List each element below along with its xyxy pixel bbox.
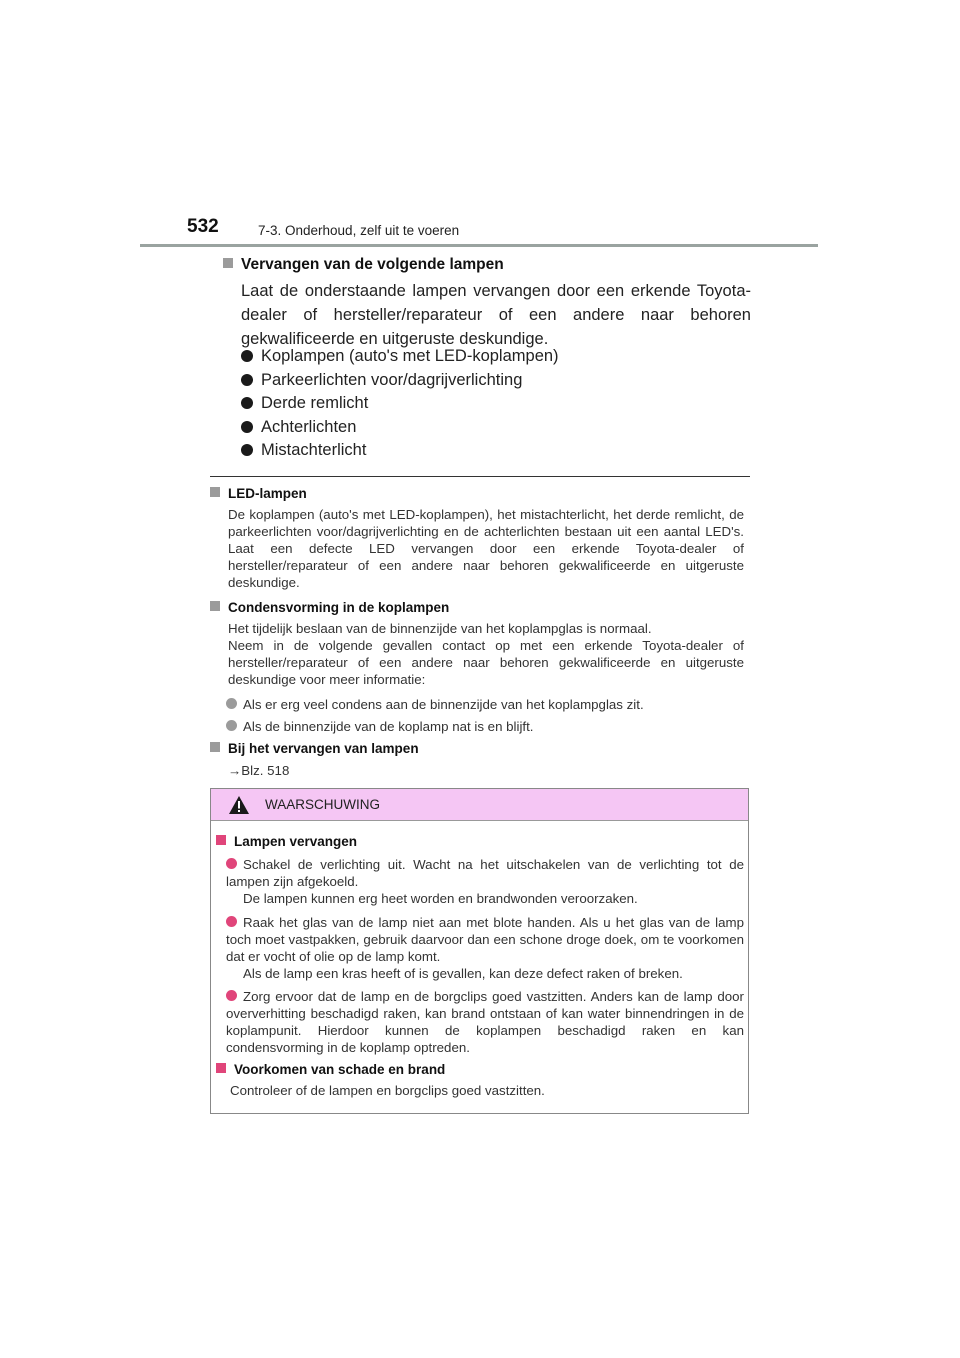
dot-bullet-icon — [241, 397, 253, 409]
dot-bullet-icon — [226, 698, 237, 709]
section-heading — [223, 256, 504, 274]
warning-header — [211, 789, 748, 821]
page-number: 532 — [187, 216, 219, 237]
note-heading-replace: Bij het vervangen van lampen — [210, 741, 419, 756]
note-bullet: Als de binnenzijde van de koplamp nat is en blijft. — [226, 718, 534, 735]
dot-bullet-icon — [226, 916, 237, 927]
dot-bullet-icon — [241, 350, 253, 362]
warning-heading-damage: Voorkomen van schade en brand — [216, 1062, 445, 1077]
dot-bullet-icon — [241, 444, 253, 456]
warning-bullet: Raak het glas van de lamp niet aan met blote handen. Als u het glas van de lamp toch moet vastpakken, gebruik daarvoor dan een schone droge doek, om te voorkomen dat er vocht of olie op de lamp komt. — [226, 915, 744, 964]
dot-bullet-icon — [226, 720, 237, 731]
square-bullet-icon — [216, 1063, 226, 1073]
square-bullet-icon — [210, 742, 220, 752]
list-item: Koplampen (auto's met LED-koplampen) — [241, 345, 559, 369]
chapter-title: 7-3. Onderhoud, zelf uit te voeren — [258, 223, 460, 238]
note-heading-led: LED-lampen — [210, 486, 307, 501]
warning-bullet-extra: De lampen kunnen erg heet worden en brandwonden veroorzaken. — [243, 891, 638, 906]
warning-bullet-extra: Als de lamp een kras heeft of is gevallen, kan deze defect raken of breken. — [243, 966, 683, 981]
warning-body-damage: Controleer of de lampen en borgclips goed vastzitten. — [230, 1083, 545, 1098]
warning-box — [210, 788, 749, 1114]
list-item: Achterlichten — [241, 416, 559, 440]
dot-bullet-icon — [226, 858, 237, 869]
dot-bullet-icon — [241, 374, 253, 386]
lamp-list — [241, 345, 559, 463]
warning-bullet: Schakel de verlichting uit. Wacht na het uitschakelen van de verlichting tot de lampen zijn afgekoeld. — [226, 857, 744, 889]
square-bullet-icon — [210, 601, 220, 611]
warning-bullet: Zorg ervoor dat de lamp en de borgclips goed vastzitten. Anders kan de lamp door oververhitting beschadigd raken, kan brand ontstaan of kan water binnendringen in de koplampunit. Hierdoor kunnen de koplampen beschadigd raken en kan condensvorming in de koplamp optreden. — [226, 989, 744, 1055]
list-item: Parkeerlichten voor/dagrijverlichting — [241, 369, 559, 393]
note-body-led: De koplampen (auto's met LED-koplampen), het mistachterlicht, het derde remlicht, de parkeerlichten voor/dagrijverlichting en de achterlichten bestaan uit een aantal LED's. Laat een defecte LED vervangen door een erkende Toyota-dealer of hersteller/reparateur of een andere naar behoren gekwalificeerde en uitgeruste deskundige. — [228, 507, 744, 590]
section-body: Laat de onderstaande lampen vervangen door een erkende Toyota-dealer of hersteller/reparateur of een andere naar behoren gekwalificeerde en uitgeruste deskundige. — [241, 282, 751, 348]
note-line-condens: Het tijdelijk beslaan van de binnenzijde van het koplampglas is normaal. — [228, 621, 652, 636]
notes-divider — [210, 476, 750, 477]
page-reference-link[interactable]: →Blz. 518 — [228, 763, 290, 778]
square-bullet-icon — [210, 487, 220, 497]
warning-heading-replace: Lampen vervangen — [216, 834, 357, 849]
square-bullet-icon — [223, 258, 233, 268]
section-heading-text: Vervangen van de volgende lampen — [241, 256, 504, 273]
dot-bullet-icon — [241, 421, 253, 433]
note-body-condens: Neem in de volgende gevallen contact op met een erkende Toyota-dealer of hersteller/reparateur of een andere naar behoren gekwalificeerde en uitgeruste deskundige voor meer informatie: — [228, 638, 744, 687]
warning-title: WAARSCHUWING — [265, 797, 380, 812]
list-item: Mistachterlicht — [241, 439, 559, 463]
note-heading-condens: Condensvorming in de koplampen — [210, 600, 449, 615]
warning-triangle-icon — [228, 795, 250, 815]
dot-bullet-icon — [226, 990, 237, 1001]
note-bullet: Als er erg veel condens aan de binnenzijde van het koplampglas zit. — [226, 696, 644, 713]
square-bullet-icon — [216, 835, 226, 845]
list-item: Derde remlicht — [241, 392, 559, 416]
header-divider — [140, 244, 818, 247]
